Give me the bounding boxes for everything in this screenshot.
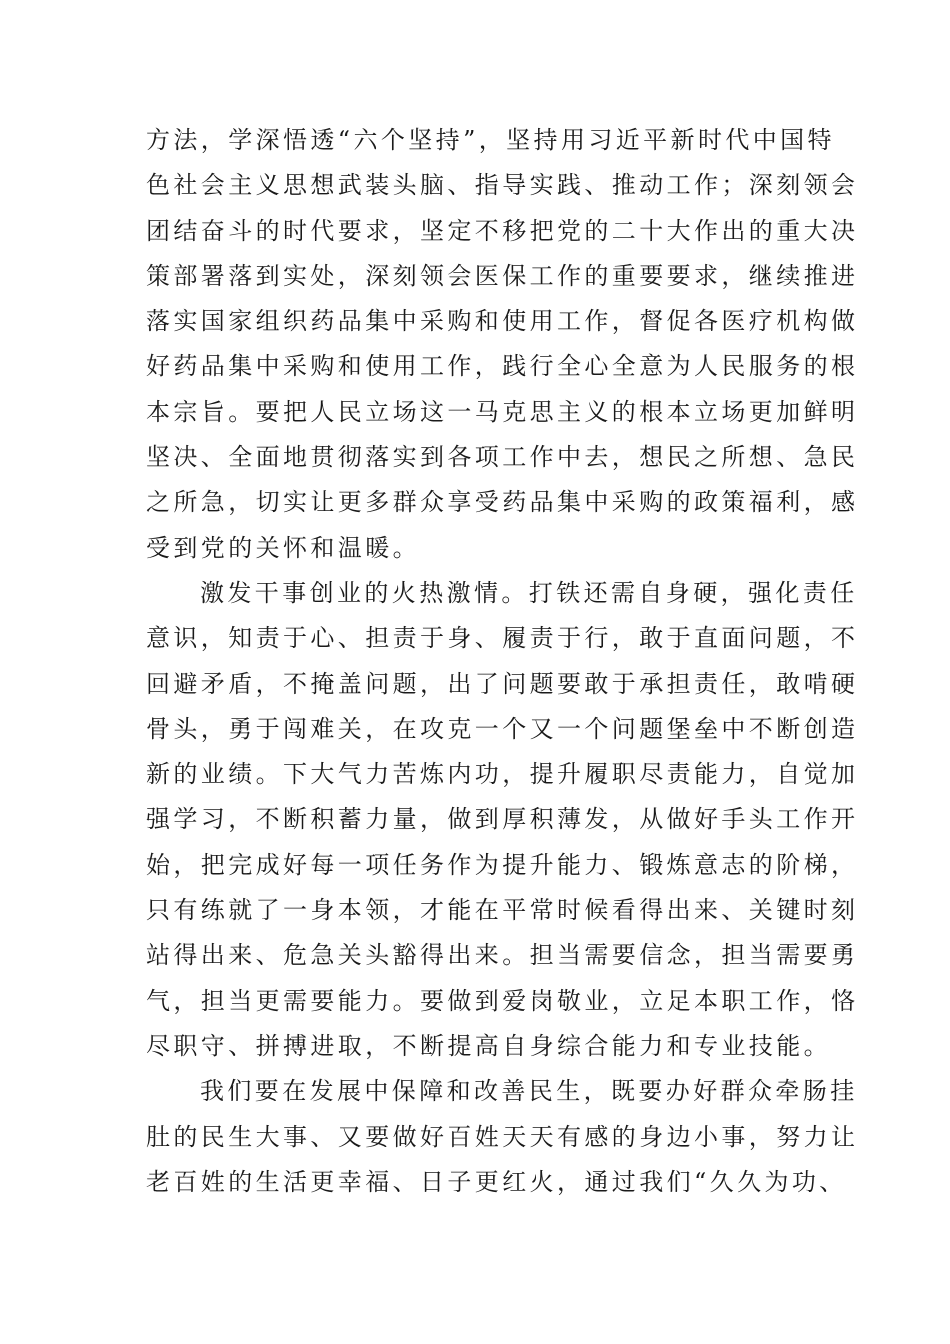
text-line-indented: 我们要在发展中保障和改善民生，既要办好群众牵肠挂 [200, 1077, 858, 1106]
paragraph-3 [146, 1069, 859, 1205]
text-line: 意识，知责于心、担责于身、履责于行，敢于直面问题，不 [146, 624, 859, 653]
text-line: 气，担当更需要能力。要做到爱岗敬业，立足本职工作，恪 [146, 986, 859, 1015]
text-line: 团结奋斗的时代要求，坚定不移把党的二十大作出的重大决 [146, 216, 859, 245]
text-line: 骨头，勇于闯难关，在攻克一个又一个问题堡垒中不断创造 [146, 714, 859, 743]
document-body [146, 118, 859, 1205]
text-line-indented: 激发干事创业的火热激情。打铁还需自身硬，强化责任 [200, 578, 858, 607]
text-line: 站得出来、危急关头豁得出来。担当需要信念，担当需要勇 [146, 941, 859, 970]
text-line: 策部署落到实处，深刻领会医保工作的重要要求，继续推进 [146, 261, 859, 290]
paragraph-1 [146, 118, 859, 571]
text-line: 色社会主义思想武装头脑、指导实践、推动工作；深刻领会 [146, 171, 859, 200]
text-line: 好药品集中采购和使用工作，践行全心全意为人民服务的根 [146, 352, 859, 381]
text-line: 坚决、全面地贯彻落实到各项工作中去，想民之所想、急民 [146, 443, 859, 472]
text-line: 落实国家组织药品集中采购和使用工作，督促各医疗机构做 [146, 307, 859, 336]
text-line: 强学习，不断积蓄力量，做到厚积薄发，从做好手头工作开 [146, 805, 859, 834]
text-line: 只有练就了一身本领，才能在平常时候看得出来、关键时刻 [146, 896, 859, 925]
paragraph-2 [146, 571, 859, 1069]
text-line: 新的业绩。下大气力苦炼内功，提升履职尽责能力，自觉加 [146, 760, 859, 789]
text-line: 回避矛盾，不掩盖问题，出了问题要敢于承担责任，敢啃硬 [146, 669, 859, 698]
text-line: 始，把完成好每一项任务作为提升能力、锻炼意志的阶梯， [146, 850, 859, 879]
text-line: 老百姓的生活更幸福、日子更红火，通过我们“久久为功、 [146, 1167, 847, 1196]
text-line: 方法，学深悟透“六个坚持”，坚持用习近平新时代中国特 [146, 126, 835, 154]
text-line: 尽职守、拼搏进取，不断提高自身综合能力和专业技能。 [146, 1031, 831, 1060]
text-line: 受到党的关怀和温暖。 [146, 533, 420, 562]
text-line: 本宗旨。要把人民立场这一马克思主义的根本立场更加鲜明 [146, 397, 859, 426]
text-line: 肚的民生大事、又要做好百姓天天有感的身边小事，努力让 [146, 1122, 859, 1151]
text-line: 之所急，切实让更多群众享受药品集中采购的政策福利，感 [146, 488, 859, 517]
